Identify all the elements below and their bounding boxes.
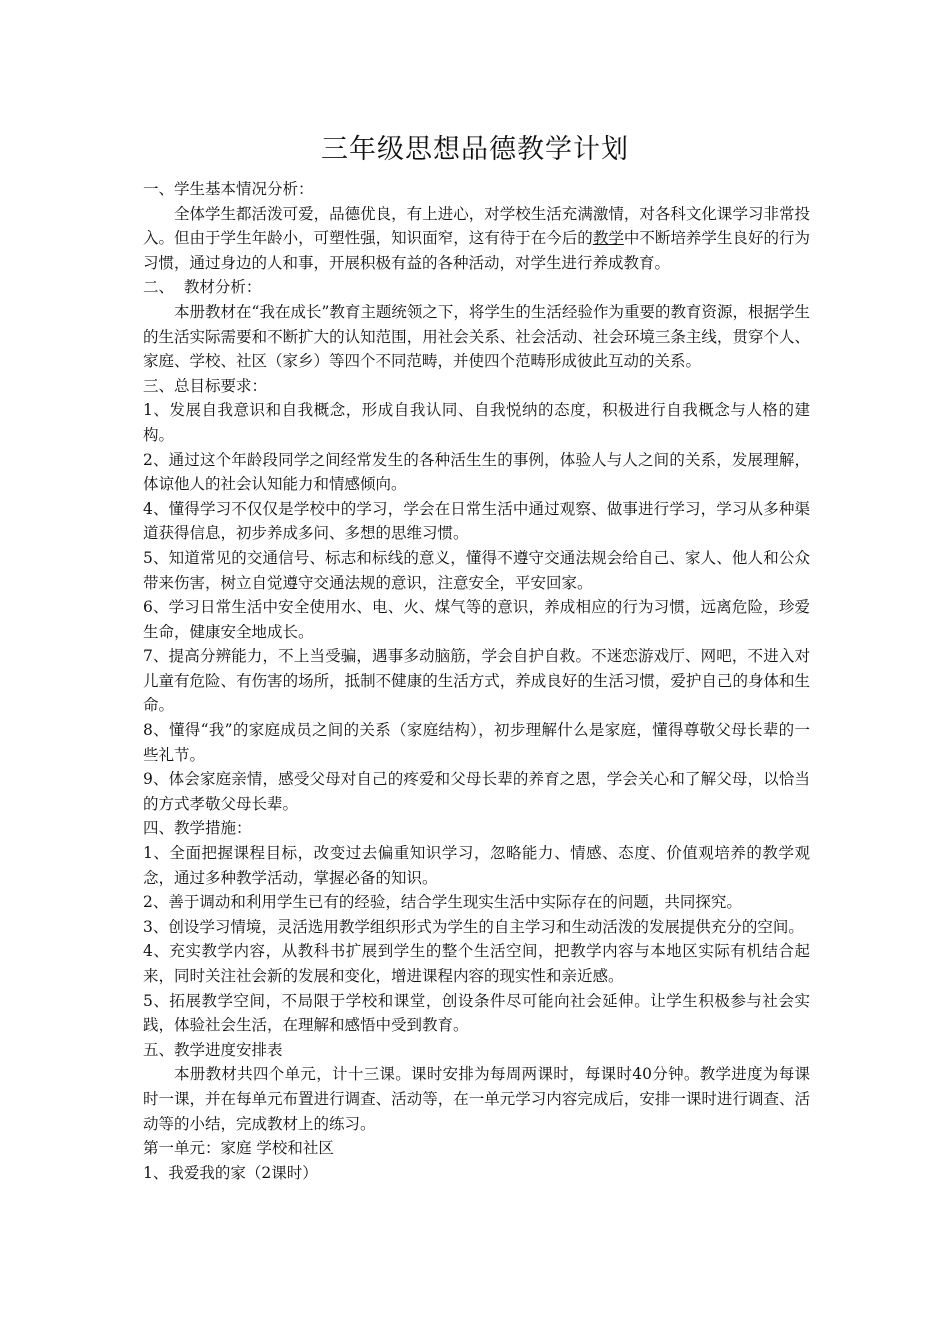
lesson-item: 1、我爱我的家（2课时） (143, 1163, 318, 1182)
section-heading-4: 四、教学措施： (143, 819, 252, 838)
paragraph-text: 全体学生都活泼可爱，品德优良，有上进心，对学校生活充满激情，对各科文化课学习非常投入。但由于学生年龄小，可塑性强，知识面窄，这有待于在今后的 (143, 204, 810, 248)
measure-item: 5、拓展教学空间，不局限于学校和课堂，创设条件尽可能向社会延伸。让学生积极参与社会实践，体验社会生活，在理解和感悟中受到教育。 (143, 991, 810, 1035)
goal-item: 4、懂得学习不仅仅是学校中的学习，学会在日常生活中通过观察、做事进行学习，学习从多种渠道获得信息，初步养成多问、多想的思维习惯。 (143, 499, 810, 543)
goal-item: 9、体会家庭亲情，感受父母对自己的疼爱和父母长辈的养育之恩，学会关心和了解父母，以恰当的方式孝敬父母长辈。 (143, 770, 810, 813)
goal-item: 7、提高分辨能力，不上当受骗，遇事多动脑筋，学会自护自救。不迷恋游戏厅、网吧，不进入对儿童有危险、有伤害的场所，抵制不健康的生活方式，养成良好的生活习惯，爱护自己的身体和生命。 (143, 647, 810, 715)
document-body (143, 177, 810, 1185)
section-heading-5: 五、教学进度安排表 (143, 1040, 283, 1059)
goal-item: 1、发展自我意识和自我概念，形成自我认同、自我悦纳的态度，积极进行自我概念与人格的建构。 (143, 401, 810, 444)
teaching-link[interactable]: 教学 (592, 229, 624, 248)
section-heading-3: 三、总目标要求： (143, 376, 268, 395)
paragraph-textbook-analysis: 本册教材在“我在成长”教育主题统领之下，将学生的生活经验作为重要的教育资源，根据学生的生活实际需要和不断扩大的认知范围，用社会关系、社会活动、社会环境三条主线，贯穿个人、家庭、学校、社区（家乡）等四个不同范畴，并使四个范畴形成彼此互动的关系。 (143, 302, 810, 371)
page-title: 三年级思想品德教学计划 (321, 134, 629, 165)
goal-item: 2、通过这个年龄段同学之间经常发生的各种活生生的事例，体验人与人之间的关系，发展理解，体谅他人的社会认知能力和情感倾向。 (143, 450, 810, 494)
paragraph-text: 中不断培养学生良好的行为习惯，通过身边的人和事，开展积极有益的各种活动，对学生进行养成教育。 (143, 229, 810, 272)
measure-item: 1、全面把握课程目标，改变过去偏重知识学习，忽略能力、情感、态度、价值观培养的教学观念，通过多种教学活动，掌握必备的知识。 (143, 844, 810, 887)
measure-item: 4、充实教学内容，从教科书扩展到学生的整个生活空间，把教学内容与本地区实际有机结合起来，同时关注社会新的发展和变化，增进课程内容的现实性和亲近感。 (143, 942, 810, 985)
goal-item: 6、学习日常生活中安全使用水、电、火、煤气等的意识，养成相应的行为习惯，远离危险，珍爱生命，健康安全地成长。 (143, 598, 810, 641)
paragraph-schedule: 本册教材共四个单元，计十三课。课时安排为每周两课时，每课时40分钟。教学进度为每课时一课，并在每单元布置进行调查、活动等，在一单元学习内容完成后，安排一课时进行调查、活动等的小结，完成教材上的练习。 (143, 1065, 810, 1133)
goal-item: 5、知道常见的交通信号、标志和标线的意义，懂得不遵守交通法规会给自己、家人、他人和公众带来伤害，树立自觉遵守交通法规的意识，注意安全，平安回家。 (143, 548, 810, 592)
paragraph-student-analysis (143, 202, 810, 276)
goal-item: 8、懂得“我”的家庭成员之间的关系（家庭结构），初步理解什么是家庭，懂得尊敬父母长辈的一些礼节。 (143, 721, 810, 764)
measure-item: 2、善于调动和利用学生已有的经验，结合学生现实生活中实际存在的问题，共同探究。 (143, 893, 742, 912)
measure-item: 3、创设学习情境，灵活选用教学组织形式为学生的自主学习和生动活泼的发展提供充分的空间。 (143, 917, 804, 936)
section-heading-2: 二、 教材分析： (143, 278, 262, 297)
section-heading-1: 一、学生基本情况分析： (143, 180, 314, 198)
unit-heading: 第一单元：家庭 学校和社区 (143, 1139, 334, 1158)
